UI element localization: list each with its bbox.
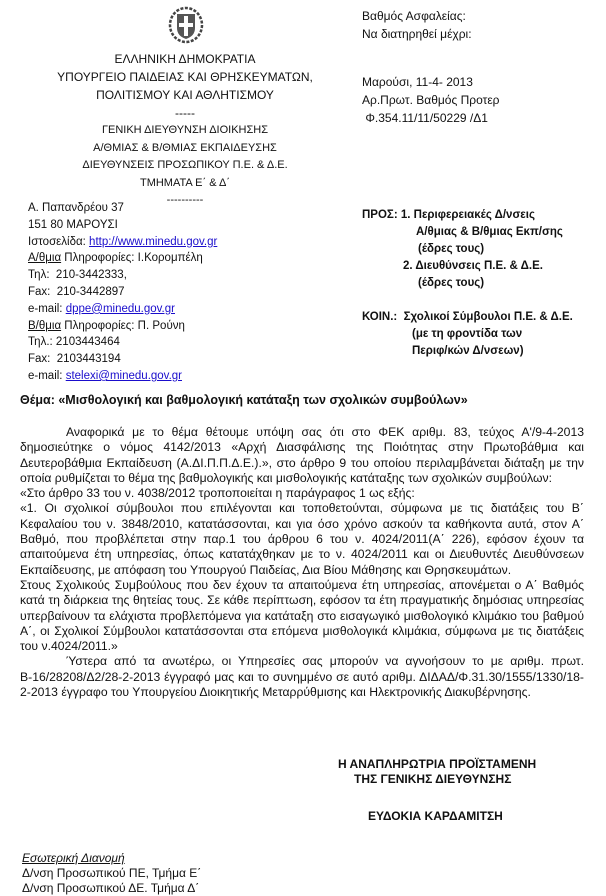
secondary-phone: Τηλ.: 2103443464 <box>28 336 120 349</box>
distribution-item: Δ/νση Προσωπικού ΔΕ. Τμήμα Δ΄ <box>22 881 200 895</box>
header-subline: Α/ΘΜΙΑΣ & Β/ΘΜΙΑΣ ΕΚΠΑΙΔΕΥΣΗΣ <box>93 141 277 154</box>
paragraph: Ύστερα από τα ανωτέρω, οι Υπηρεσίες σας μπορούν να αγνοήσουν το με αριθμ. πρωτ. Β-16/28208/Δ2/28-2-2013 έγγραφό μας και το συνημμένο σε αυτό αριθμ. ΔΙΔΑΔ/Φ.31.30/1555/1330/18-2-2013 έγγραφο του Υπουργείου Διοικητικής Μεταρρύθμισης και Ηλεκτρονικής Διακυβέρνησης. <box>20 654 584 700</box>
signature-block <box>338 757 536 824</box>
protocol-label: Αρ.Πρωτ. Βαθμός Προτερ <box>362 93 500 107</box>
recipient-2-line2: (έδρες τους) <box>418 277 485 289</box>
city: 151 80 ΜΑΡΟΥΣΙ <box>28 218 118 231</box>
secondary-fax: Fax: 2103443194 <box>28 353 121 366</box>
header-separator: ----- <box>175 106 195 120</box>
signatory-name: ΕΥΔΟΚΙΑ ΚΑΡΔΑΜΙΤΣΗ <box>368 809 503 823</box>
header-separator: ---------- <box>166 194 204 206</box>
contact-block <box>28 200 217 385</box>
primary-label: Α/θμια <box>28 252 62 265</box>
secondary-info: Β/θμια Πληροφορίες: Π. Ρούνη <box>28 319 185 332</box>
cc-recipient: Σχολικοί Σύμβουλοι Π.Ε. & Δ.Ε. <box>403 311 573 323</box>
cc-line2: (με τη φροντίδα των <box>412 328 523 340</box>
paragraph: Αναφορικά με το θέμα θέτουμε υπόψη σας ότι στο ΦΕΚ αριθμ. 83, τεύχος Α'/9-4-2013 δημοσιεύτηκε ο νόμος 4142/2013 «Αρχή Διασφάλισης της Ποιότητας στην Πρωτοβάθμια και Δευτεροβάθμια Εκπαίδευση (Α.ΔΙ.Π.Π.Δ.Ε.).», στο άρθρο 9 του οποίου περιλαμβάνεται διάταξη με την οποία ρυθμίζεται το θέμα της βαθμολογικής και μισθολογικής κατάταξης των σχολικών συμβούλων: <box>20 425 584 485</box>
paragraph: «Στο άρθρο 33 του ν. 4038/2012 τροποποιείται η παράγραφος 1 ως εξής: <box>20 486 415 501</box>
letter-body <box>20 425 584 700</box>
header-line: ΕΛΛΗΝΙΚΗ ΔΗΜΟΚΡΑΤΙΑ <box>114 52 256 66</box>
coat-of-arms-icon <box>168 6 204 44</box>
recipient-1-line2: Α/θμιας & Β/θμιας Εκπ/σης <box>416 226 563 238</box>
issuer-header <box>40 50 330 210</box>
signatory-title-2: ΤΗΣ ΓΕΝΙΚΗΣ ΔΙΕΥΘΥΝΣΗΣ <box>354 772 512 786</box>
secondary-label: Β/θμια <box>28 319 62 332</box>
protocol-number: Φ.354.11/11/50229 /Δ1 <box>362 111 488 125</box>
primary-email-row: e-mail: dppe@minedu.gov.gr <box>28 302 175 315</box>
secondary-email-link[interactable]: stelexi@minedu.gov.gr <box>65 369 182 382</box>
signatory-title: Η ΑΝΑΠΛΗΡΩΤΡΙΑ ΠΡΟΪΣΤΑΜΕΝΗ <box>338 757 537 771</box>
header-subline: ΔΙΕΥΘΥΝΣΕΙΣ ΠΡΟΣΩΠΙΚΟΥ Π.Ε. & Δ.Ε. <box>82 159 288 171</box>
cc-label: ΚΟΙΝ.: <box>362 311 404 323</box>
header-subline: ΤΜΗΜΑΤΑ Ε΄ & Δ΄ <box>139 176 231 189</box>
to-label: ΠΡΟΣ: <box>362 209 401 221</box>
primary-fax: Fax: 210-3442897 <box>28 285 125 298</box>
security-level: Βαθμός Ασφαλείας: <box>362 9 466 23</box>
header-line: ΥΠΟΥΡΓΕΙΟ ΠΑΙΔΕΙΑΣ ΚΑΙ ΘΡΗΣΚΕΥΜΑΤΩΝ, <box>57 70 313 84</box>
recipient-1-line3: (έδρες τους) <box>418 243 485 255</box>
paragraph: «1. Οι σχολικοί σύμβουλοι που επιλέγονται και τοποθετούνται, σύμφωνα με τις διατάξεις του Β΄ Κεφαλαίου του ν. 3848/2010, κατατάσσονται, και για όσο χρόνο ασκούν τα καθήκοντα αυτά, στον Α΄ Βαθμό, που προβλέπεται στην παρ.1 του άρθρου 6 του ν. 4024/2011(Α΄ 226), εφόσον έχουν τα απαιτούμενα έτη υπηρεσίας, όπως κατατάχθηκαν με το ν. 4024/2011 και οι Διευθυντές Διευθύνσεων Εκπαίδευσης, με απόφαση του Υπουργού Παιδείας, Δια Βίου Μάθησης και Θρησκευμάτων. <box>20 501 584 577</box>
recipients-block <box>362 207 573 360</box>
subject-line: Θέμα: «Μισθολογική και βαθμολογική κατάταξη των σχολικών συμβούλων» <box>20 393 468 407</box>
document-meta <box>362 7 500 127</box>
paragraph: Στους Σχολικούς Συμβούλους που δεν έχουν τα απαιτούμενα έτη υπηρεσίας, απονέμεται ο Α΄ Βαθμός κατά τη διάρκεια της θητείας τους. Σε κάθε περίπτωση, εφόσον τα έτη πραγματικής δημόσιας υπηρεσίας υπερβαίνουν τα ελάχιστα προβλεπόμενα για κατάταξη στο εισαγωγικό μισθολογικό κλιμάκιο του βαθμού Α΄, οι Σχολικοί Σύμβουλοι κατατάσσονται στα επόμενα μισθολογικά κλιμάκια, σύμφωνα με τις διατάξεις του ν.4024/2011.» <box>20 577 584 654</box>
cc-line3: Περιφ/κών Δ/νσεων) <box>412 345 524 357</box>
website-row: Ιστοσελίδα: http://www.minedu.gov.gr <box>28 235 218 248</box>
retain-until: Να διατηρηθεί μέχρι: <box>362 27 472 41</box>
primary-info: Α/θμια Πληροφορίες: Ι.Κορομπέλη <box>28 252 203 265</box>
recipient-1: 1. Περιφερειακές Δ/νσεις <box>400 209 535 221</box>
secondary-email-row: e-mail: stelexi@minedu.gov.gr <box>28 369 182 382</box>
header-line: ΠΟΛΙΤΙΣΜΟΥ ΚΑΙ ΑΘΛΗΤΙΣΜΟΥ <box>96 88 274 102</box>
primary-email-link[interactable]: dppe@minedu.gov.gr <box>65 302 175 315</box>
street: Α. Παπανδρέου 37 <box>28 202 124 214</box>
primary-phone: Τηλ: 210-3442333, <box>28 269 127 282</box>
distribution-title: Εσωτερική Διανομή <box>22 851 125 865</box>
internal-distribution <box>22 851 201 896</box>
recipient-2: 2. Διευθύνσεις Π.Ε. & Δ.Ε. <box>403 260 543 272</box>
distribution-item: Δ/νση Προσωπικού ΠΕ, Τμήμα Ε΄ <box>22 866 202 880</box>
website-link[interactable]: http://www.minedu.gov.gr <box>89 235 218 248</box>
header-subline: ΓΕΝΙΚΗ ΔΙΕΥΘΥΝΣΗ ΔΙΟΙΚΗΣΗΣ <box>101 124 269 136</box>
place-date: Μαρούσι, 11-4- 2013 <box>362 75 473 89</box>
